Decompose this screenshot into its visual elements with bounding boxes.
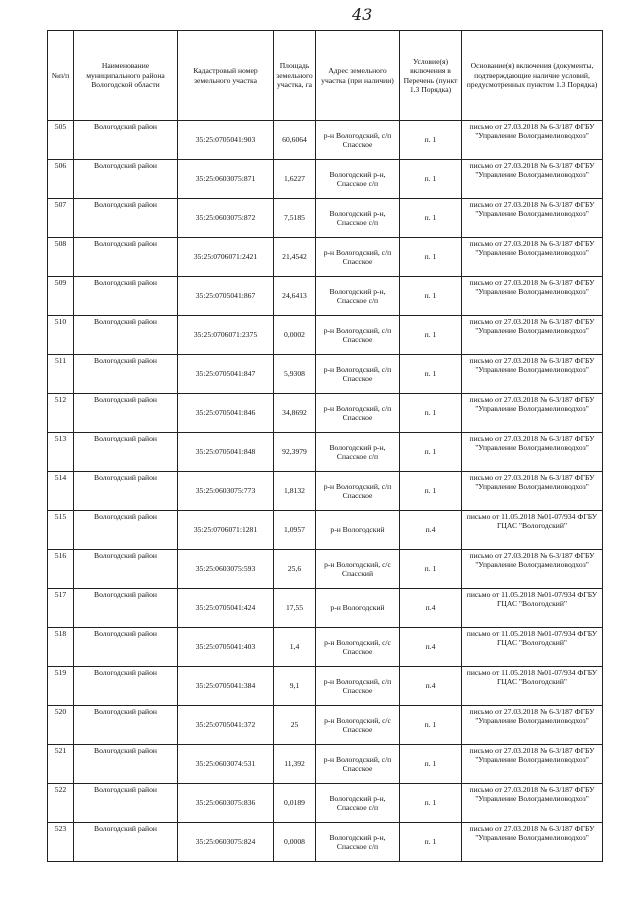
area-cell: 9,1 (274, 667, 316, 706)
address-cell: р-н Вологодский (316, 589, 400, 628)
table-row (48, 472, 603, 511)
area-cell: 1,0957 (274, 511, 316, 550)
header-condition: Условие(я) включения в Перечень (пункт 1.3 Порядка) (400, 31, 462, 121)
table-row (48, 316, 603, 355)
district-cell: Вологодский район (74, 277, 178, 316)
address-cell: р-н Вологодский, с/п Спасское (316, 355, 400, 394)
district-cell: Вологодский район (74, 121, 178, 160)
area-cell: 0,0002 (274, 316, 316, 355)
table-row (48, 745, 603, 784)
table-row (48, 511, 603, 550)
address-cell: Вологодский р-н, Спасское с/п (316, 160, 400, 199)
condition-cell: п. 1 (400, 277, 462, 316)
area-cell: 60,6064 (274, 121, 316, 160)
cadastral-number-cell: 35:25:0705041:403 (178, 628, 274, 667)
basis-cell: письмо от 27.03.2018 № 6-3/187 ФГБУ "Управление Вологдамелиоводхоз" (462, 160, 603, 199)
row-number: 519 (48, 667, 74, 706)
condition-cell: п. 1 (400, 706, 462, 745)
area-cell: 0,0008 (274, 823, 316, 862)
district-cell: Вологодский район (74, 589, 178, 628)
district-cell: Вологодский район (74, 550, 178, 589)
table-header-row (48, 31, 603, 121)
row-number: 513 (48, 433, 74, 472)
address-cell: Вологодский р-н, Спасское с/п (316, 199, 400, 238)
condition-cell: п. 1 (400, 823, 462, 862)
table-row (48, 394, 603, 433)
table-row (48, 706, 603, 745)
address-cell: Вологодский р-н, Спасское с/п (316, 823, 400, 862)
area-cell: 11,392 (274, 745, 316, 784)
basis-cell: письмо от 27.03.2018 № 6-3/187 ФГБУ "Управление Вологдамелиоводхоз" (462, 784, 603, 823)
district-cell: Вологодский район (74, 394, 178, 433)
cadastral-number-cell: 35:25:0705041:848 (178, 433, 274, 472)
address-cell: р-н Вологодский, с/с Спасское (316, 628, 400, 667)
row-number: 505 (48, 121, 74, 160)
cadastral-number-cell: 35:25:0603075:871 (178, 160, 274, 199)
row-number: 514 (48, 472, 74, 511)
district-cell: Вологодский район (74, 433, 178, 472)
table-row (48, 355, 603, 394)
cadastral-number-cell: 35:25:0705041:384 (178, 667, 274, 706)
address-cell: Вологодский р-н, Спасское с/п (316, 784, 400, 823)
row-number: 510 (48, 316, 74, 355)
basis-cell: письмо от 27.03.2018 № 6-3/187 ФГБУ "Управление Вологдамелиоводхоз" (462, 355, 603, 394)
cadastral-number-cell: 35:25:0706071:2375 (178, 316, 274, 355)
cadastral-number-cell: 35:25:0705041:846 (178, 394, 274, 433)
basis-cell: письмо от 27.03.2018 № 6-3/187 ФГБУ "Управление Вологдамелиоводхоз" (462, 121, 603, 160)
row-number: 506 (48, 160, 74, 199)
area-cell: 92,3979 (274, 433, 316, 472)
address-cell: р-н Вологодский, с/п Спасское (316, 667, 400, 706)
table-row (48, 433, 603, 472)
page-number: 43 (352, 5, 373, 24)
district-cell: Вологодский район (74, 784, 178, 823)
basis-cell: письмо от 27.03.2018 № 6-3/187 ФГБУ "Управление Вологдамелиоводхоз" (462, 745, 603, 784)
condition-cell: п. 1 (400, 121, 462, 160)
district-cell: Вологодский район (74, 199, 178, 238)
table-row (48, 628, 603, 667)
area-cell: 1,6227 (274, 160, 316, 199)
row-number: 508 (48, 238, 74, 277)
land-plots-table (47, 30, 603, 862)
address-cell: Вологодский р-н, Спасское с/п (316, 433, 400, 472)
cadastral-number-cell: 35:25:0706071:1281 (178, 511, 274, 550)
district-cell: Вологодский район (74, 238, 178, 277)
cadastral-number-cell: 35:25:0603074:531 (178, 745, 274, 784)
basis-cell: письмо от 27.03.2018 № 6-3/187 ФГБУ "Управление Вологдамелиоводхоз" (462, 472, 603, 511)
cadastral-number-cell: 35:25:0603075:773 (178, 472, 274, 511)
basis-cell: письмо от 27.03.2018 № 6-3/187 ФГБУ "Управление Вологдамелиоводхоз" (462, 394, 603, 433)
row-number: 511 (48, 355, 74, 394)
area-cell: 1,8132 (274, 472, 316, 511)
row-number: 512 (48, 394, 74, 433)
condition-cell: п. 1 (400, 745, 462, 784)
cadastral-number-cell: 35:25:0706071:2421 (178, 238, 274, 277)
header-cadastral: Кадастровый номер земельного участка (178, 31, 274, 121)
basis-cell: письмо от 27.03.2018 № 6-3/187 ФГБУ "Управление Вологдамелиоводхоз" (462, 238, 603, 277)
table-row (48, 589, 603, 628)
condition-cell: п. 1 (400, 394, 462, 433)
area-cell: 24,6413 (274, 277, 316, 316)
district-cell: Вологодский район (74, 316, 178, 355)
table-row (48, 160, 603, 199)
area-cell: 21,4542 (274, 238, 316, 277)
address-cell: р-н Вологодский, с/п Спасское (316, 394, 400, 433)
cadastral-number-cell: 35:25:0705041:372 (178, 706, 274, 745)
row-number: 522 (48, 784, 74, 823)
basis-cell: письмо от 27.03.2018 № 6-3/187 ФГБУ "Управление Вологдамелиоводхоз" (462, 316, 603, 355)
district-cell: Вологодский район (74, 823, 178, 862)
condition-cell: п.4 (400, 511, 462, 550)
condition-cell: п.4 (400, 667, 462, 706)
table-row (48, 823, 603, 862)
table-row (48, 550, 603, 589)
condition-cell: п. 1 (400, 433, 462, 472)
district-cell: Вологодский район (74, 355, 178, 394)
basis-cell: письмо от 27.03.2018 № 6-3/187 ФГБУ "Управление Вологдамелиоводхоз" (462, 706, 603, 745)
area-cell: 0,0189 (274, 784, 316, 823)
district-cell: Вологодский район (74, 706, 178, 745)
condition-cell: п. 1 (400, 316, 462, 355)
cadastral-number-cell: 35:25:0705041:903 (178, 121, 274, 160)
area-cell: 7,5185 (274, 199, 316, 238)
cadastral-number-cell: 35:25:0603075:836 (178, 784, 274, 823)
basis-cell: письмо от 27.03.2018 № 6-3/187 ФГБУ "Управление Вологдамелиоводхоз" (462, 199, 603, 238)
condition-cell: п. 1 (400, 472, 462, 511)
header-basis: Основание(я) включения (документы, подтверждающие наличие условий, предусмотренных пунктом 1.3 Порядка) (462, 31, 603, 121)
cadastral-number-cell: 35:25:0603075:872 (178, 199, 274, 238)
row-number: 518 (48, 628, 74, 667)
row-number: 521 (48, 745, 74, 784)
row-number: 507 (48, 199, 74, 238)
address-cell: р-н Вологодский, с/п Спасское (316, 238, 400, 277)
district-cell: Вологодский район (74, 628, 178, 667)
cadastral-number-cell: 35:25:0705041:867 (178, 277, 274, 316)
address-cell: р-н Вологодский, с/п Спасское (316, 316, 400, 355)
condition-cell: п.4 (400, 628, 462, 667)
condition-cell: п. 1 (400, 160, 462, 199)
district-cell: Вологодский район (74, 745, 178, 784)
cadastral-number-cell: 35:25:0705041:424 (178, 589, 274, 628)
area-cell: 25,6 (274, 550, 316, 589)
area-cell: 25 (274, 706, 316, 745)
basis-cell: письмо от 11.05.2018 №01-07/934 ФГБУ ГЦАС "Вологодский" (462, 511, 603, 550)
basis-cell: письмо от 11.05.2018 №01-07/934 ФГБУ ГЦАС "Вологодский" (462, 589, 603, 628)
table-row (48, 667, 603, 706)
address-cell: р-н Вологодский, с/п Спасское (316, 745, 400, 784)
row-number: 523 (48, 823, 74, 862)
basis-cell: письмо от 27.03.2018 № 6-3/187 ФГБУ "Управление Вологдамелиоводхоз" (462, 823, 603, 862)
condition-cell: п. 1 (400, 238, 462, 277)
condition-cell: п. 1 (400, 199, 462, 238)
address-cell: Вологодский р-н, Спасское с/п (316, 277, 400, 316)
cadastral-number-cell: 35:25:0603075:593 (178, 550, 274, 589)
row-number: 517 (48, 589, 74, 628)
cadastral-number-cell: 35:25:0603075:824 (178, 823, 274, 862)
basis-cell: письмо от 11.05.2018 №01-07/934 ФГБУ ГЦАС "Вологодский" (462, 628, 603, 667)
address-cell: р-н Вологодский, с/с Спасское (316, 706, 400, 745)
district-cell: Вологодский район (74, 667, 178, 706)
district-cell: Вологодский район (74, 511, 178, 550)
area-cell: 17,55 (274, 589, 316, 628)
header-area: Площадь земельного участка, га (274, 31, 316, 121)
header-address: Адрес земельного участка (при наличии) (316, 31, 400, 121)
row-number: 516 (48, 550, 74, 589)
header-num: №п/п (48, 31, 74, 121)
area-cell: 1,4 (274, 628, 316, 667)
area-cell: 34,8692 (274, 394, 316, 433)
condition-cell: п.4 (400, 589, 462, 628)
row-number: 515 (48, 511, 74, 550)
table-row (48, 238, 603, 277)
address-cell: р-н Вологодский, с/п Спасское (316, 472, 400, 511)
address-cell: р-н Вологодский, с/с Спасский (316, 550, 400, 589)
district-cell: Вологодский район (74, 160, 178, 199)
row-number: 509 (48, 277, 74, 316)
table-row (48, 199, 603, 238)
cadastral-number-cell: 35:25:0705041:847 (178, 355, 274, 394)
district-cell: Вологодский район (74, 472, 178, 511)
table-row (48, 784, 603, 823)
condition-cell: п. 1 (400, 355, 462, 394)
address-cell: р-н Вологодский, с/п Спасское (316, 121, 400, 160)
basis-cell: письмо от 27.03.2018 № 6-3/187 ФГБУ "Управление Вологдамелиоводхоз" (462, 433, 603, 472)
row-number: 520 (48, 706, 74, 745)
table-row (48, 277, 603, 316)
table-row (48, 121, 603, 160)
area-cell: 5,9308 (274, 355, 316, 394)
address-cell: р-н Вологодский (316, 511, 400, 550)
basis-cell: письмо от 27.03.2018 № 6-3/187 ФГБУ "Управление Вологдамелиоводхоз" (462, 550, 603, 589)
basis-cell: письмо от 11.05.2018 №01-07/934 ФГБУ ГЦАС "Вологодский" (462, 667, 603, 706)
header-district: Наименование муниципального района Вологодской области (74, 31, 178, 121)
condition-cell: п. 1 (400, 784, 462, 823)
basis-cell: письмо от 27.03.2018 № 6-3/187 ФГБУ "Управление Вологдамелиоводхоз" (462, 277, 603, 316)
condition-cell: п. 1 (400, 550, 462, 589)
